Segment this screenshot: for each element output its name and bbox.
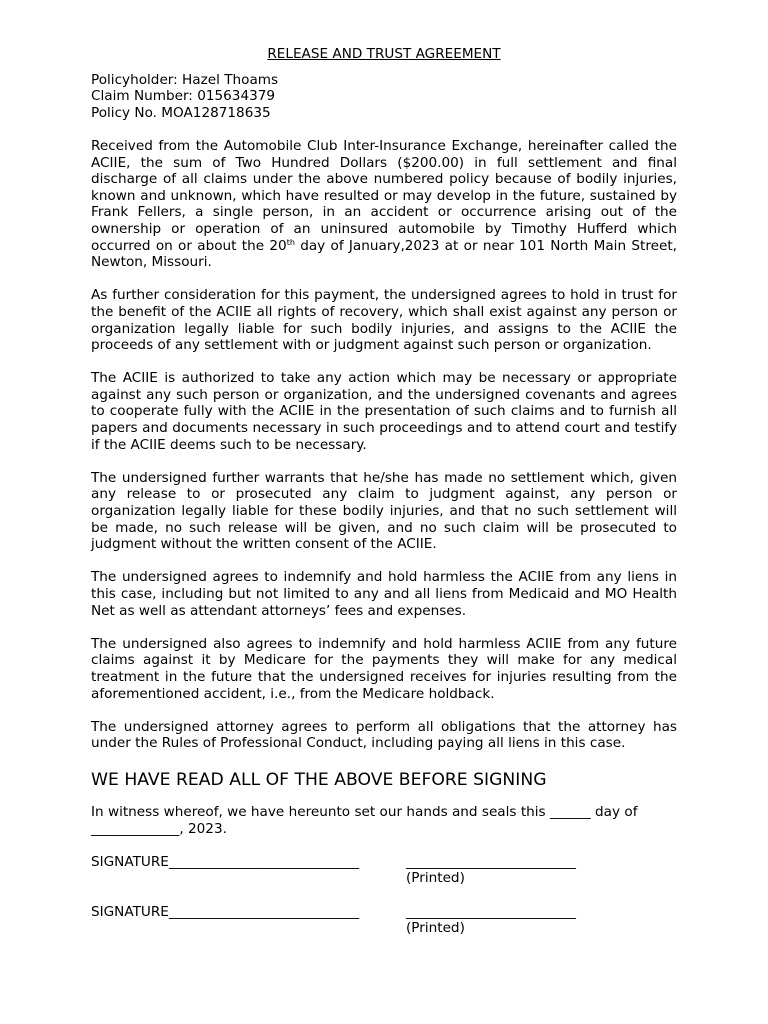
signature-line[interactable]: SIGNATURE____________________________ [91,853,360,870]
claim-number-line: Claim Number: 015634379 [91,88,276,105]
signature-line[interactable]: SIGNATURE____________________________ [91,903,360,920]
paragraph-trust: As further consideration for this payment, the undersigned agrees to hold in trust for the benefit of the ACIIE all rights of recovery, which shall exist against any person or organization legally liable for such bodily injuries, and assigns to the ACIIE the proceeds of any settlement with or judgment against such person or organization. [91,287,677,354]
printed-label: (Printed) [406,870,465,887]
paragraph-settlement-text: Received from the Automobile Club Inter-Insurance Exchange, hereinafter called the ACIIE, the sum of Two Hundred Dollars ($200.00) in full settlement and final discharge of all claims under the above numbered policy because of bodily injuries, known and unknown, which have resulted or may develop in the future, sustained by Frank Fellers, a single person, in an accident or occurrence arising out of the ownership or operation of an uninsured automobile by Timothy Hufferd which occurred on or about the 20 [91,137,677,254]
ordinal-suffix: th [286,237,295,247]
policyholder-line: Policyholder: Hazel Thoams [91,71,279,88]
paragraph-indemnify-liens: The undersigned agrees to indemnify and hold harmless the ACIIE from any liens in this case, including but not limited to any and all liens from Medicaid and MO Health Net as well as attendant attorneys’ fees and expenses. [91,569,677,619]
witness-date-line: _____________, 2023. [91,820,227,837]
signature-block-1[interactable] [91,854,677,904]
printed-name-line[interactable]: _________________________ [406,903,576,920]
paragraph-settlement [91,138,677,271]
printed-label: (Printed) [406,920,465,937]
policy-info [91,72,677,122]
signature-block-2[interactable] [91,904,677,954]
printed-name-line[interactable]: _________________________ [406,853,576,870]
witness-line: In witness whereof, we have hereunto set our hands and seals this ______ day of [91,803,638,820]
document-title: RELEASE AND TRUST AGREEMENT [267,46,501,62]
policy-number-line: Policy No. MOA128718635 [91,104,271,121]
paragraph-warranty: The undersigned further warrants that he/she has made no settlement which, given any release to or prosecuted any claim to judgment against, any person or organization legally liable for these bodily injuries, and that no such settlement will be made, no such release will be given, and no such claim will be prosecuted to judgment without the written consent of the ACIIE. [91,469,677,553]
paragraph-attorney: The undersigned attorney agrees to perform all obligations that the attorney has under the Rules of Professional Conduct, including paying all liens in this case. [91,718,677,752]
document-body [91,46,677,954]
paragraph-indemnify-medicare: The undersigned also agrees to indemnify and hold harmless ACIIE from any future claims against it by Medicare for the payments they will make for any medical treatment in the future that the undersigned receives for injuries resulting from the aforementioned accident, i.e., from the Medicare holdback. [91,635,677,702]
signing-heading: WE HAVE READ ALL OF THE ABOVE BEFORE SIGNING [91,769,547,790]
paragraph-authorization: The ACIIE is authorized to take any action which may be necessary or appropriate against any such person or organization, and the undersigned covenants and agrees to cooperate fully with the ACIIE in the presentation of such claims and to furnish all papers and documents necessary in such proceedings and to attend court and testify if the ACIIE deems such to be necessary. [91,370,677,453]
paragraph-settlement-text-end: day of January,2023 at or near 101 North Main Street, Newton, Missouri. [91,237,677,271]
